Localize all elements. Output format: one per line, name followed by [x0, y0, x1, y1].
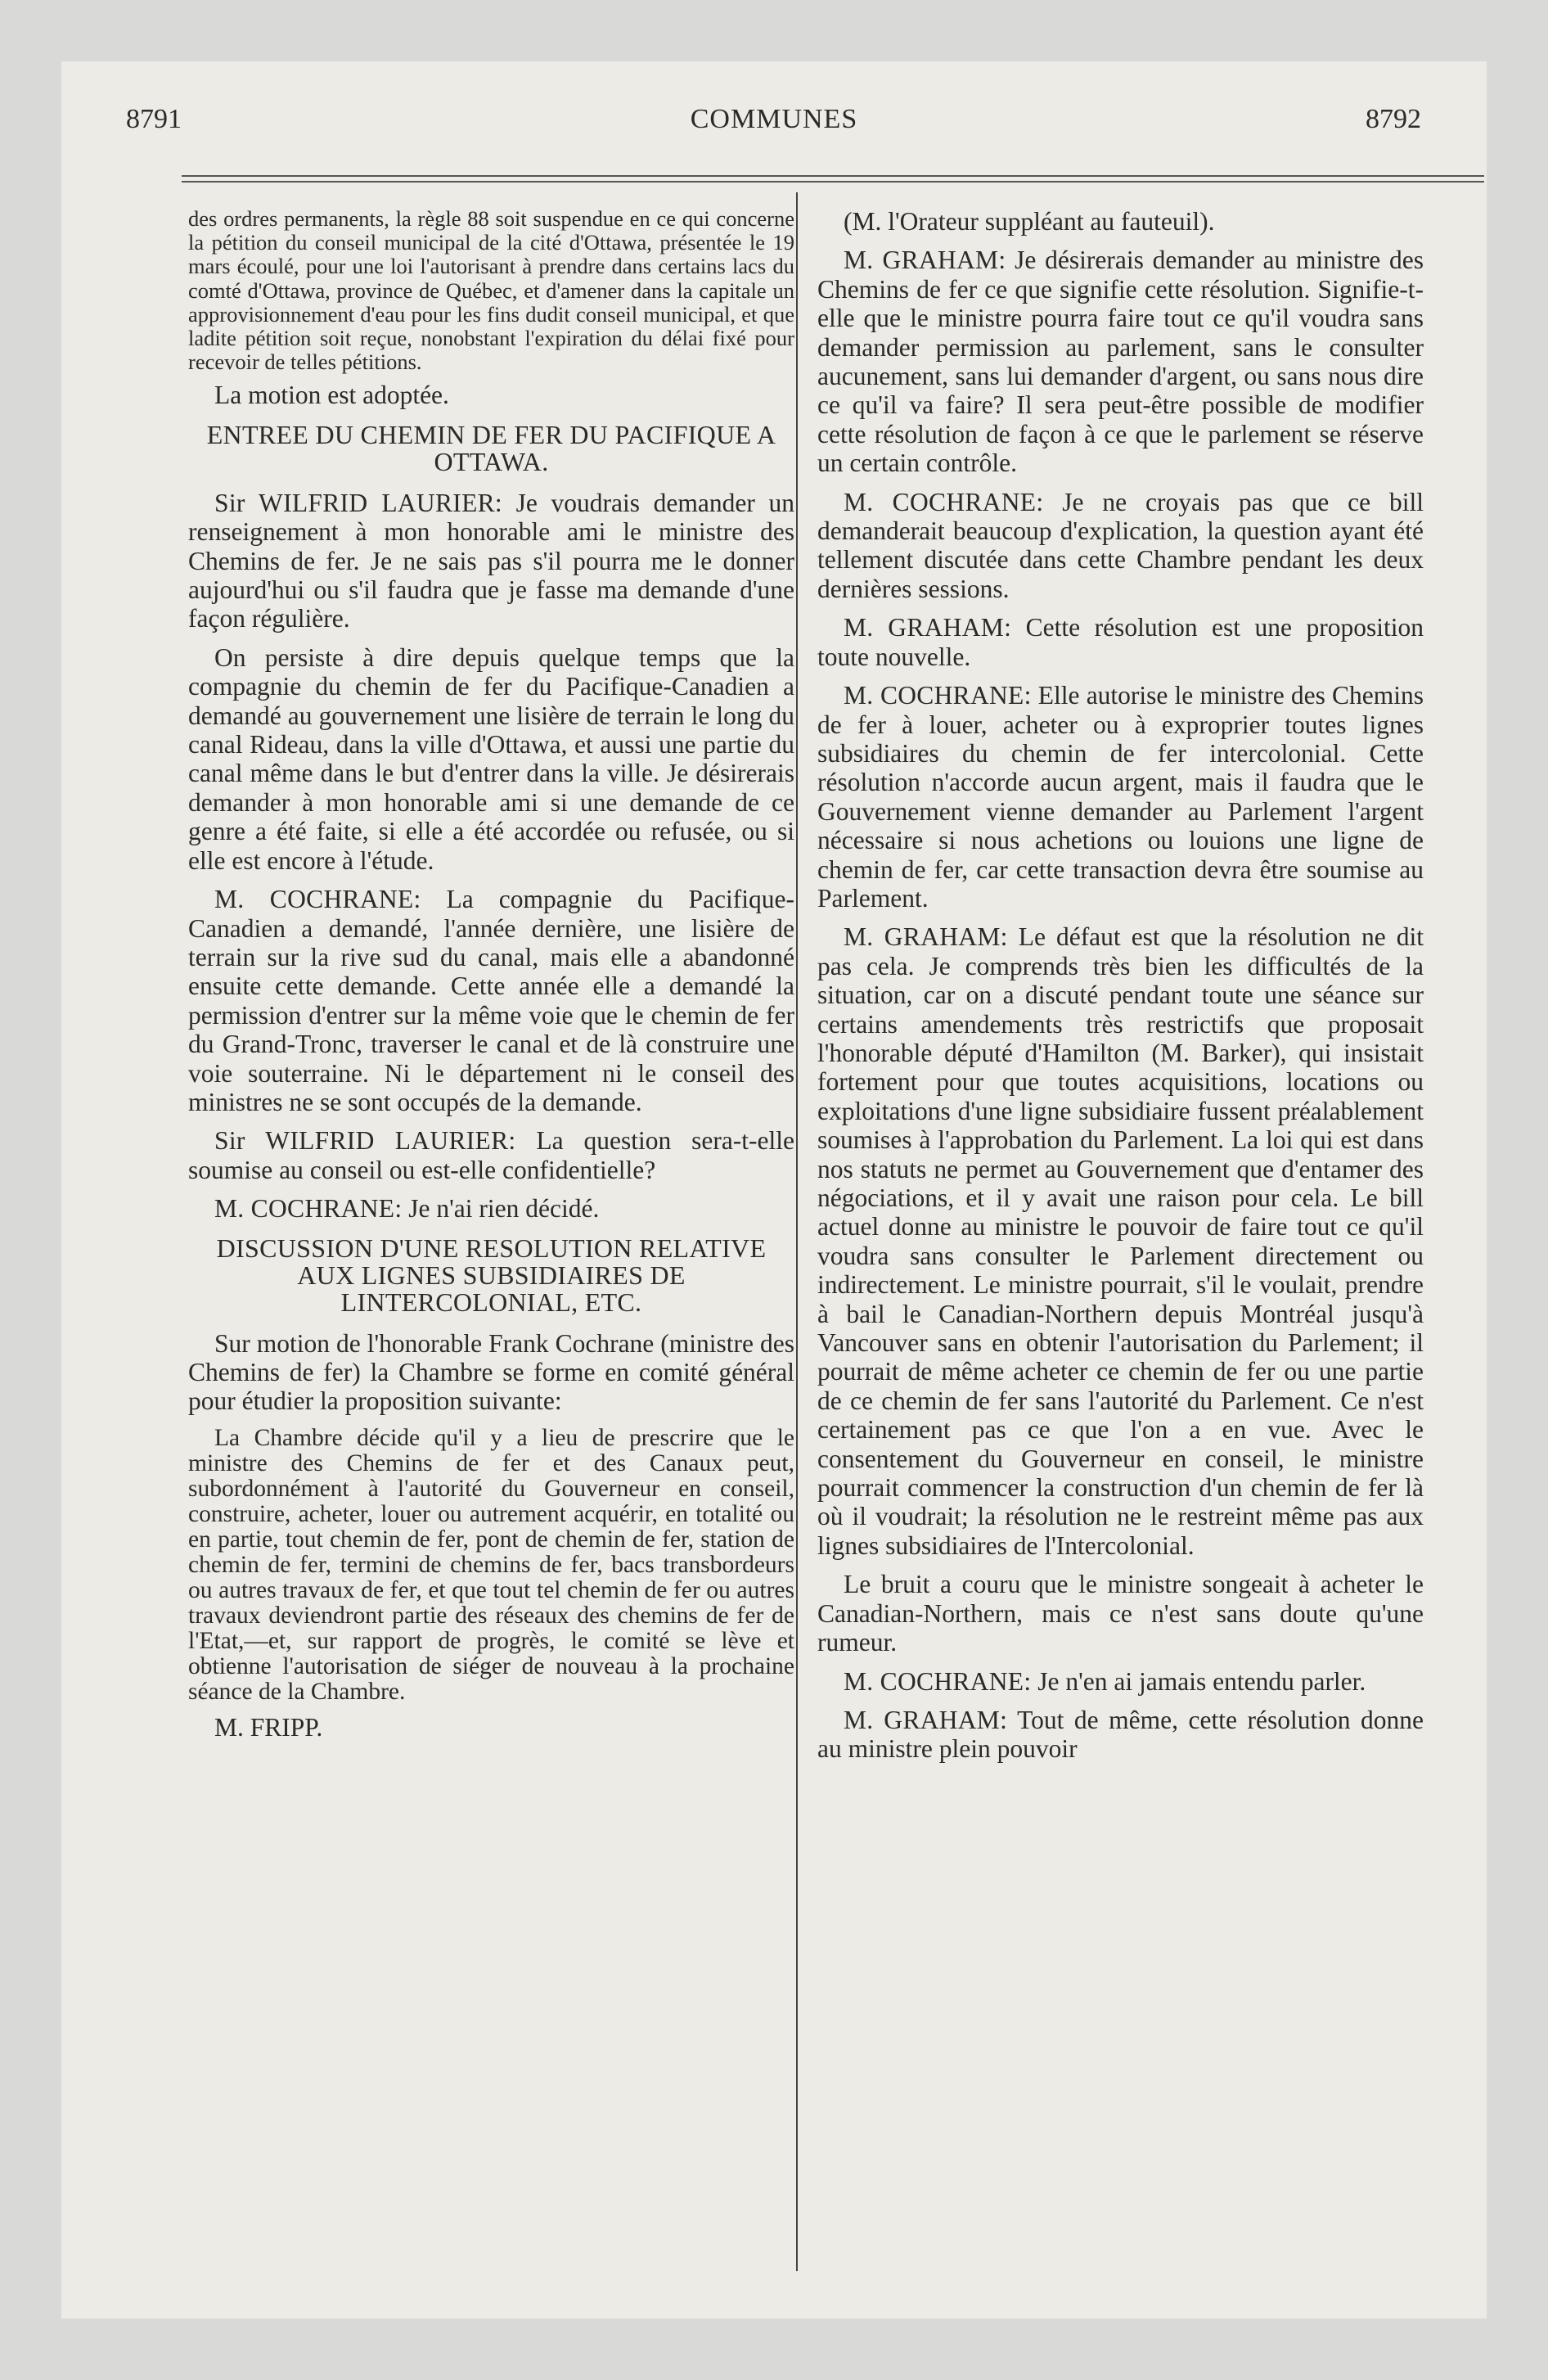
speech-paragraph	[817, 1706, 1424, 1764]
paragraph: On persiste à dire depuis quelque temps que la compagnie du chemin de fer du Pacifique-Canadien a demandé au gouvernement une lisière de terrain le long du canal Rideau, dans la ville d'Ottawa, et aussi une partie du canal même dans le but d'entrer dans la ville. Je désirerais demander à mon honorable ami si une demande de ce genre a été faite, si elle a été accordée ou refusée, ou si elle est encore à l'étude.	[188, 642, 794, 875]
paragraph: des ordres permanents, la règle 88 soit suspendue en ce qui concerne la pétition du conseil municipal de la cité d'Ottawa, présentée le 19 mars écoulé, pour une loi l'autorisant à prendre dans certains lacs du comté d'Ottawa, province de Québec, et d'amener dans la capitale un approvisionnement d'eau pour les fins dudit conseil municipal, et que ladite pétition soit reçue, nonobstant l'expiration du délai fixé pour recevoir de telles pétitions.	[188, 206, 794, 375]
paragraph: Sur motion de l'honorable Frank Cochrane (ministre des Chemins de fer) la Chambre se forme en comité général pour étudier la proposition suivante:	[188, 1328, 794, 1416]
page-number-left: 8791	[126, 104, 182, 134]
speech-text: Je voudrais demander un renseignement à mon honorable ami le ministre des Chemins de fer. Je ne sais pas s'il pourra me le donner aujourd'hui ou s'il faudra que je fasse ma demande d'une façon régulière.	[188, 488, 795, 633]
speech-text: Cette résolution est une proposition toute nouvelle.	[817, 613, 1424, 671]
speech-text: Je n'ai rien décidé.	[402, 1194, 600, 1224]
speech-paragraph	[817, 488, 1424, 604]
speech-paragraph	[188, 489, 794, 633]
speech-paragraph	[188, 885, 794, 1116]
speech-text: La compagnie du Pacifique-Canadien a demandé, l'année dernière, une lisière de terrain sur la rive sud du canal, mais elle a abandonné ensuite cette demande. Cette année elle a demandé la permission d'entrer sur la même voie que le chemin de fer du Grand-Tronc, traverser le canal et de là construire une voie souterraine. Ni le département ni le conseil des ministres ne se sont occupés de la demande.	[188, 885, 794, 1116]
speech-text: La question sera-t-elle soumise au conseil ou est-elle confidentielle?	[188, 1126, 794, 1184]
speech-paragraph	[817, 613, 1424, 671]
speech-text: Je désirerais demander au ministre des Chemins de fer ce que signifie cette résolution. Signifie-t-elle que le ministre pourra faire tout ce qu'il voudra sans demander permission au parlement, sans le consulter aucunement, sans lui demander d'argent, ou sans nous dire ce qu'il va faire? Il sera peut-être possible de modifier cette résolution de façon à ce que le parlement se réserve un certain contrôle.	[817, 246, 1424, 478]
speech-paragraph	[817, 922, 1424, 1560]
speech-text: Je ne croyais pas que ce bill demanderait beaucoup d'explication, la question ayant été tellement discutée dans cette Chambre pendant les deux dernières sessions.	[817, 487, 1424, 603]
speaker-name: Sir WILFRID LAURIER:	[214, 1126, 516, 1156]
speaker-name: M. GRAHAM:	[844, 1705, 1008, 1734]
right-column	[817, 207, 1424, 1774]
paragraph: Le bruit a couru que le ministre songeait à acheter le Canadian-Northern, mais ce n'est sans doute qu'une rumeur.	[817, 1570, 1424, 1657]
header-rule-top	[182, 175, 1484, 177]
speech-paragraph	[817, 681, 1424, 913]
page	[61, 61, 1487, 2319]
section-heading: ENTREE DU CHEMIN DE FER DU PACIFIQUE A OTTAWA.	[206, 419, 776, 476]
speaker-name: M. COCHRANE:	[844, 1666, 1032, 1696]
speaker-name: M. GRAHAM:	[844, 246, 1006, 275]
speech-text: Elle autorise le ministre des Chemins de fer à louer, acheter ou à exproprier toutes lignes subsidiaires du chemin de fer intercolonial. Cette résolution n'accorde aucun argent, mais il faudra que le Gouvernement vienne demander au Parlement l'argent nécessaire si nous achetions ou louions une ligne de chemin de fer, car cette transaction devra être soumise au Parlement.	[817, 681, 1424, 913]
column-divider	[796, 192, 798, 2271]
section-heading: DISCUSSION D'UNE RESOLUTION RELATIVE AUX LIGNES SUBSIDIAIRES DE LINTERCOLONIAL, ETC.	[216, 1233, 767, 1317]
speech-text: Le défaut est que la résolution ne dit pas cela. Je comprends très bien les difficultés de la situation, car on a discuté pendant toute une séance sur certains amendements très restrictifs que proposait l'honorable député d'Hamilton (M. Barker), qui insistait fortement pour que toutes acquisitions, locations ou exploitations d'une ligne subsidiaire fussent préalablement soumises à l'approbation du Parlement. La loi qui est dans nos statuts ne permet au Gouvernement que d'entamer des négociations, et il y avait une raison pour cela. Le bill actuel donne au ministre le pouvoir de faire tout ce qu'il voudra sans consulter le Parlement directement ou indirectement. Le ministre pourrait, s'il le voulait, prendre à bail le Canadian-Northern depuis Montréal jusqu'à Vancouver sans en obtenir l'autorisation du Parlement; il pourrait de même acheter ce chemin de fer ou une partie de ce chemin de fer sans l'autorité du Parlement. Ce n'est certainement pas ce que l'on a en vue. Avec le consentement du Gouverneur en conseil, le ministre pourrait commencer la construction d'un chemin de fer là où il voudrait; la résolution ne le restreint même pas aux lignes subsidiaires de l'Intercolonial.	[817, 922, 1424, 1560]
header-rule-bottom	[182, 181, 1484, 183]
speech-paragraph	[188, 1126, 794, 1184]
running-head	[61, 104, 1487, 145]
speech-text: Tout de même, cette résolution donne au ministre plein pouvoir	[817, 1705, 1424, 1764]
speaker-name: M. GRAHAM:	[844, 613, 1012, 642]
speaker-name: M. GRAHAM:	[844, 922, 1008, 952]
speaker-name: M. COCHRANE:	[214, 1194, 403, 1224]
paragraph: La motion est adoptée.	[214, 381, 449, 410]
speaker-name: M. COCHRANE:	[844, 487, 1044, 516]
speech-paragraph	[188, 1194, 794, 1223]
speaker-name: M. FRIPP.	[214, 1712, 323, 1742]
speech-text: Je n'en ai jamais entendu parler.	[1031, 1666, 1366, 1696]
speaker-name: M. COCHRANE:	[844, 681, 1032, 710]
page-number-right: 8792	[1366, 104, 1421, 134]
speaker-name: Sir WILFRID LAURIER:	[214, 488, 502, 517]
speech-paragraph	[817, 1667, 1424, 1696]
paragraph: (M. l'Orateur suppléant au fauteuil).	[844, 207, 1215, 236]
resolution-text: La Chambre décide qu'il y a lieu de prescrire que le ministre des Chemins de fer et des Canaux peut, subordonnément à l'autorité du Gouverneur en conseil, construire, acheter, louer ou autrement acquérir, en totalité ou en partie, tout chemin de fer, pont de chemin de fer, station de chemin de fer, termini de chemins de fer, bacs transbordeurs ou autres travaux de fer, et que tout tel chemin de fer ou autres travaux deviendront partie des réseaux des chemins de fer de l'Etat,—et, sur rapport de progrès, le comité se lève et obtienne l'autorisation de siéger de nouveau à la prochaine séance de la Chambre.	[188, 1424, 794, 1705]
left-column	[188, 207, 794, 1751]
running-title: COMMUNES	[690, 104, 858, 134]
speaker-name: M. COCHRANE:	[214, 885, 421, 914]
speech-paragraph	[817, 246, 1424, 477]
